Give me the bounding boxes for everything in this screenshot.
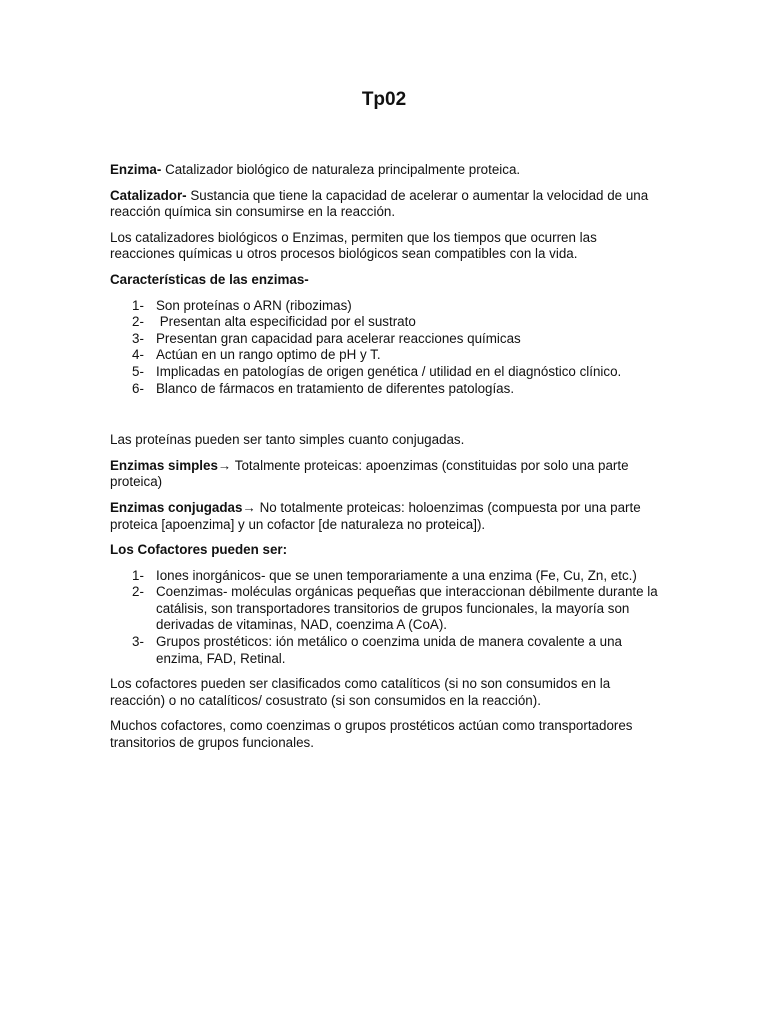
cofactors-heading: Los Cofactores pueden ser:: [110, 542, 288, 558]
list-item-number: 4-: [132, 347, 144, 363]
definition-catalizador: [110, 188, 658, 221]
term-simple-enzymes: Enzimas simples: [110, 457, 218, 473]
paragraph-cofactor-classification: Los cofactores pueden ser clasificados como catalíticos (si no son consumidos en la reacción) o no catalíticos/ cosustrato (si son consumidos en la reacción).: [110, 676, 611, 708]
document-page: [110, 88, 658, 761]
paragraph-cofactor-transport: Muchos cofactores, como coenzimas o grupos prostéticos actúan como transportadores transitorios de grupos funcionales.: [110, 718, 633, 751]
cofactors-list: [110, 568, 658, 668]
list-item-number: 2-: [132, 584, 144, 600]
term-enzima: Enzima-: [110, 162, 162, 177]
characteristics-list: [110, 298, 658, 398]
list-item-number: 1-: [132, 297, 144, 313]
list-item: [110, 381, 658, 398]
list-item-number: 3-: [132, 330, 144, 346]
definition-enzima: [110, 162, 658, 179]
arrow-icon: →: [217, 457, 232, 473]
spacer: [110, 406, 658, 432]
definition-catalizador-text: Sustancia que tiene la capacidad de acelerar o aumentar la velocidad de una reacción química sin consumirse en la reacción.: [110, 187, 649, 220]
document-title: Tp02: [361, 89, 407, 110]
list-item-text: Iones inorgánicos- que se unen temporariamente a una enzima (Fe, Cu, Zn, etc.): [156, 567, 637, 583]
paragraph-protein-types: Las proteínas pueden ser tanto simples cuanto conjugadas.: [110, 432, 465, 448]
list-item-text: Grupos prostéticos: ión metálico o coenzima unida de manera covalente a una enzima, FAD, Retinal.: [156, 634, 622, 666]
list-item-text: Implicadas en patologías de origen genética / utilidad en el diagnóstico clínico.: [156, 363, 622, 379]
list-item-text: Actúan en un rango optimo de pH y T.: [156, 347, 381, 363]
list-item-number: 3-: [132, 634, 144, 650]
list-item-text: Blanco de fármacos en tratamiento de diferentes patologías.: [156, 380, 515, 396]
list-item: [110, 364, 658, 381]
term-catalizador: Catalizador-: [110, 187, 187, 203]
definition-simple-enzymes: [110, 458, 658, 491]
list-item-number: 2-: [132, 314, 144, 330]
list-item: [110, 314, 658, 331]
list-item-text: Coenzimas- moléculas orgánicas pequeñas que interaccionan débilmente durante la catálisis, son transportadores transitorios de grupos funcionales, la mayoría son derivadas de vitaminas, NAD, coenzima A (CoA).: [156, 584, 658, 633]
list-item-text: Presentan gran capacidad para acelerar reacciones químicas: [156, 330, 521, 346]
list-item: [110, 568, 658, 585]
definition-conjugated-enzymes: [110, 500, 658, 533]
list-item-number: 5-: [132, 363, 144, 379]
definition-conjugated-text: No totalmente proteicas: holoenzimas (compuesta por una parte proteica [apoenzima] y un cofactor [de naturaleza no proteica]).: [110, 499, 641, 532]
term-conjugated-enzymes: Enzimas conjugadas: [110, 499, 243, 515]
definition-enzima-text: Catalizador biológico de naturaleza principalmente proteica.: [161, 162, 521, 177]
characteristics-heading: Características de las enzimas-: [110, 271, 309, 287]
list-item: [110, 584, 658, 634]
list-item: [110, 347, 658, 364]
list-item: [110, 634, 658, 667]
list-item-number: 1-: [132, 567, 144, 583]
list-item: [110, 331, 658, 348]
list-item-text: Presentan alta especificidad por el sustrato: [156, 314, 416, 330]
list-item-number: 6-: [132, 380, 144, 396]
arrow-icon: →: [242, 499, 256, 515]
list-item: [110, 298, 658, 315]
paragraph-biological-catalysts: Los catalizadores biológicos o Enzimas, permiten que los tiempos que ocurren las reacciones químicas u otros procesos biológicos sean compatibles con la vida.: [110, 229, 597, 262]
definition-simple-text: Totalmente proteicas: apoenzimas (constituidas por solo una parte proteica): [110, 457, 629, 490]
list-item-text: Son proteínas o ARN (ribozimas): [156, 297, 352, 313]
